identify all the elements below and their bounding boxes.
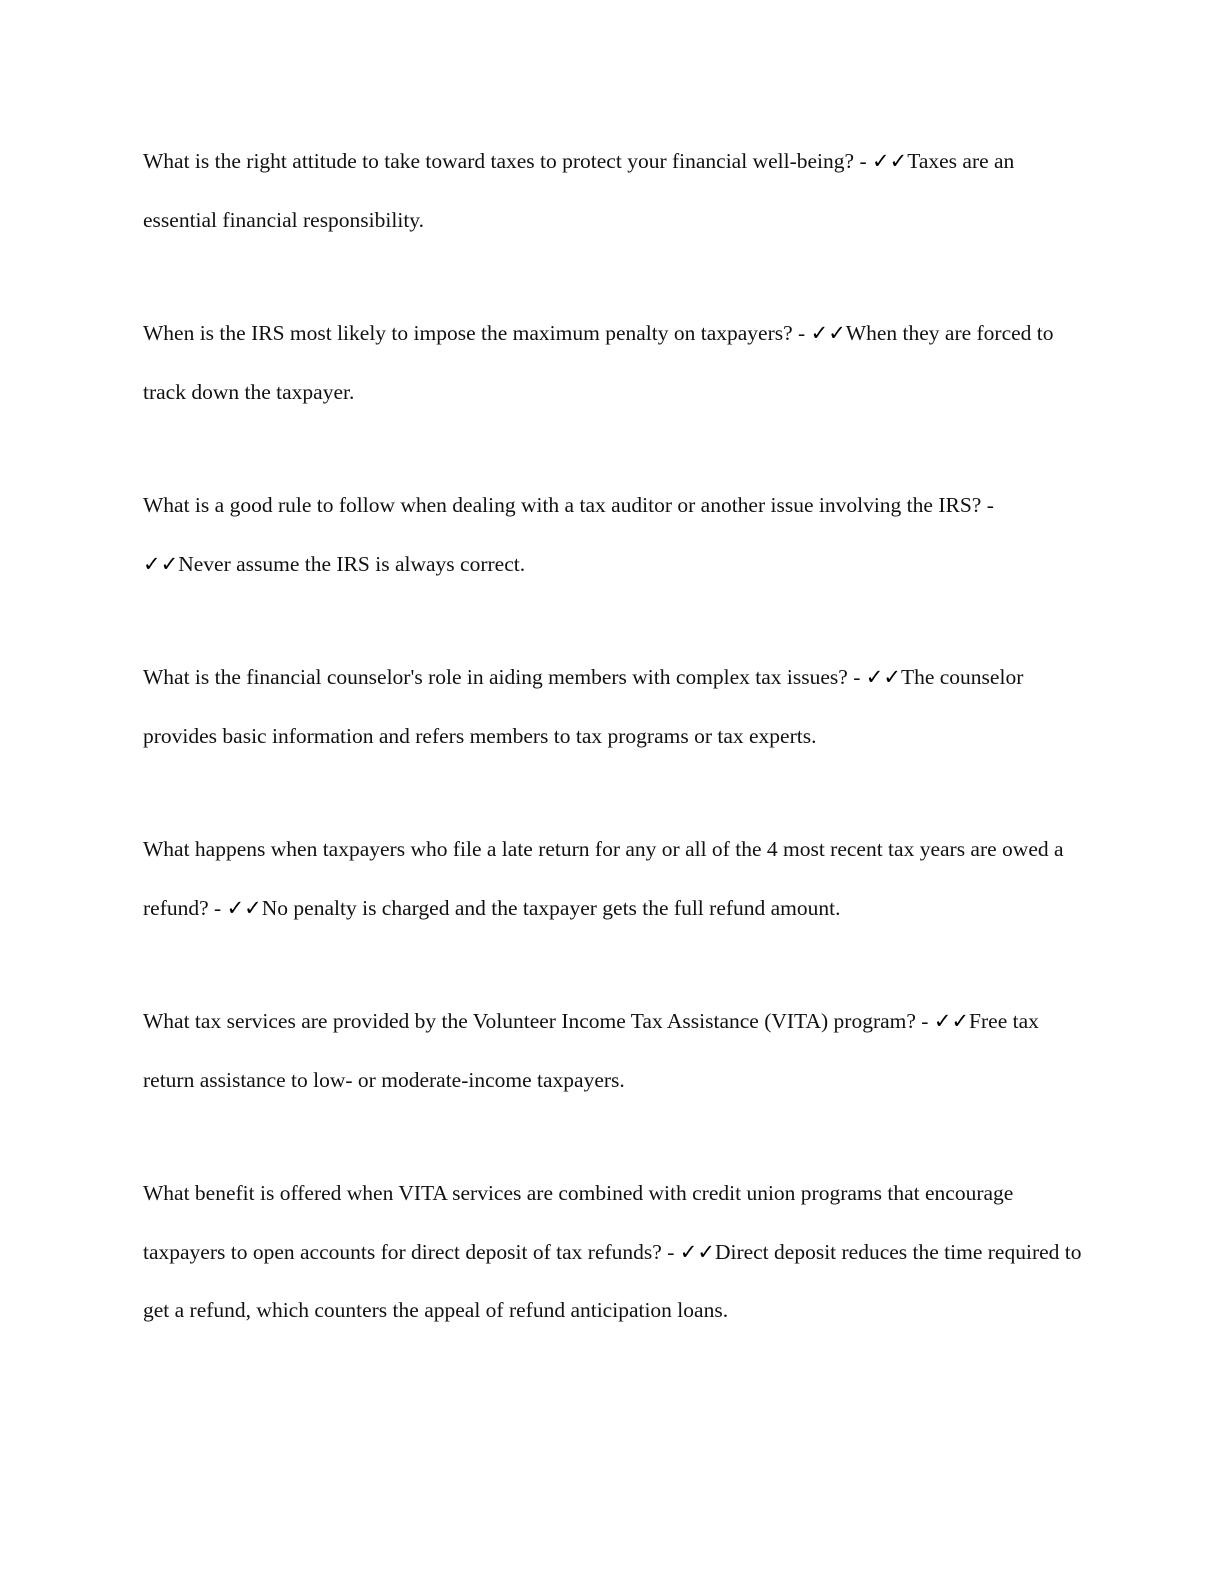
answer-text: Direct deposit reduces the time required to get a refund, which counters the appeal of refund anticipation loans. (143, 1239, 1082, 1322)
double-check-icon: ✓✓ (871, 149, 908, 173)
double-check-icon: ✓✓ (933, 1009, 970, 1033)
separator: - (921, 1009, 929, 1033)
separator: - (667, 1239, 675, 1264)
qa-item (143, 476, 1083, 593)
answer-text: Free tax return assistance to low- or moderate-income taxpayers. (143, 1009, 1039, 1092)
qa-item (143, 648, 1083, 765)
double-check-icon: ✓✓ (226, 895, 262, 920)
question-text: What tax services are provided by the Volunteer Income Tax Assistance (VITA) program? (143, 1009, 916, 1033)
separator: - (798, 321, 806, 345)
qa-item (143, 304, 1083, 421)
qa-item (143, 820, 1083, 937)
question-text: What is a good rule to follow when dealing with a tax auditor or another issue involving the IRS? (143, 493, 982, 517)
qa-item (143, 992, 1083, 1109)
question-text: What is the right attitude to take toward taxes to protect your financial well-being? (143, 149, 855, 173)
question-text: What happens when taxpayers who file a late return for any or all of the 4 most recent tax years are owed a refund? (143, 837, 1064, 920)
qa-item (143, 1164, 1083, 1340)
question-text: What is the financial counselor's role in aiding members with complex tax issues? (143, 665, 848, 689)
separator: - (214, 895, 222, 920)
separator: - (986, 493, 994, 517)
double-check-icon: ✓✓ (865, 665, 901, 689)
question-text: When is the IRS most likely to impose the maximum penalty on taxpayers? (143, 321, 793, 345)
answer-text: Taxes are an essential financial responsibility. (143, 149, 1015, 232)
question-text: What benefit is offered when VITA services are combined with credit union programs that encourage taxpayers to open accounts for direct deposit of tax refunds? (143, 1181, 1014, 1264)
separator: - (859, 149, 867, 173)
answer-text: The counselor provides basic information and refers members to tax programs or tax experts. (143, 665, 1024, 748)
answer-text: When they are forced to track down the taxpayer. (143, 321, 1054, 404)
double-check-icon: ✓✓ (679, 1239, 715, 1264)
qa-item (143, 132, 1083, 249)
double-check-icon: ✓✓ (143, 551, 179, 576)
answer-text: Never assume the IRS is always correct. (178, 551, 526, 576)
double-check-icon: ✓✓ (810, 321, 846, 345)
separator: - (853, 665, 861, 689)
qa-list (143, 132, 1083, 1395)
answer-text: No penalty is charged and the taxpayer gets the full refund amount. (261, 895, 841, 920)
